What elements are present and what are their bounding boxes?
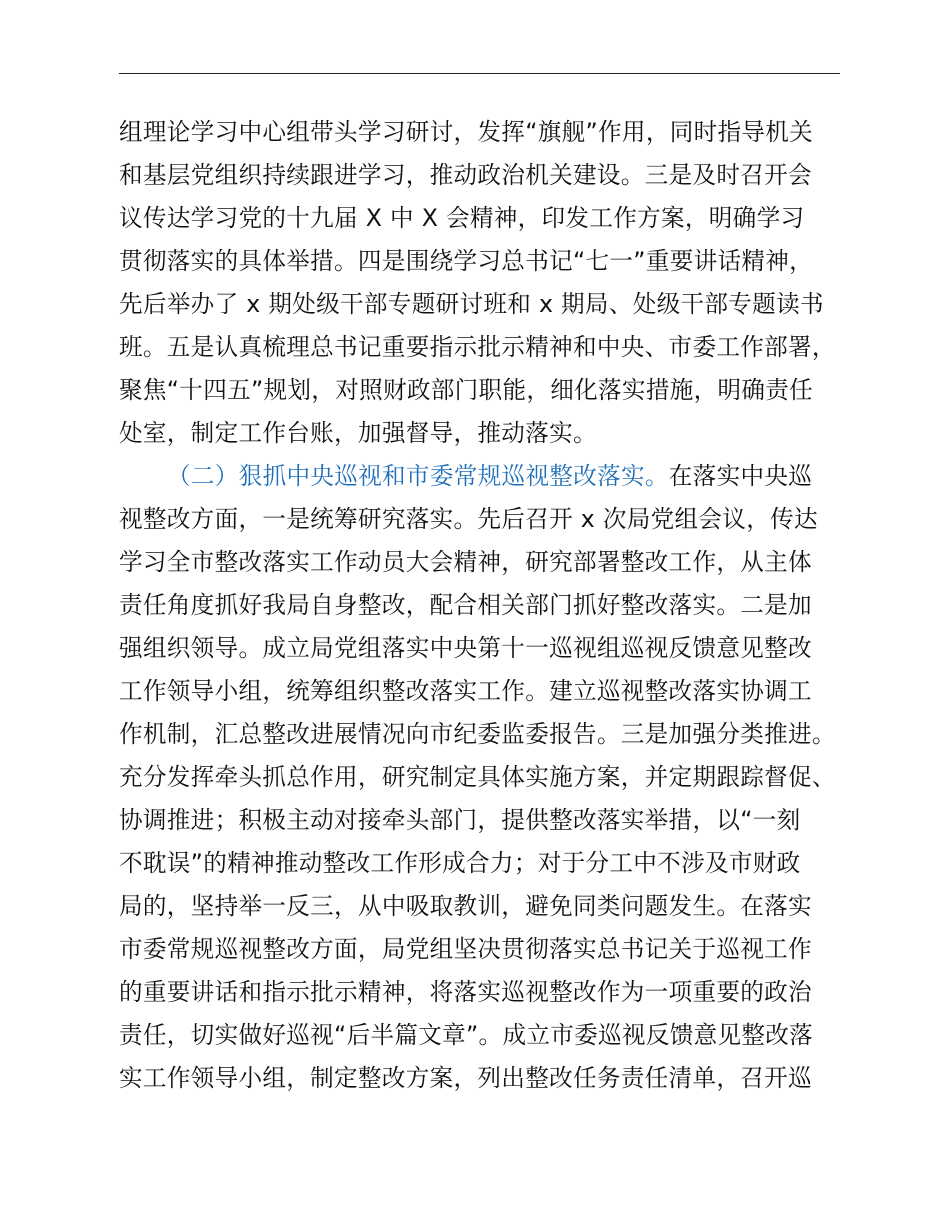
text-span: 在落实中央巡: [668, 462, 813, 490]
text-line: 不耽误”的精神推动整改工作形成合力；对于分工中不涉及市财政: [119, 849, 801, 877]
text-line: 责任，切实做好巡视“后半篇文章”。成立市委巡视反馈意见整改落: [119, 1021, 814, 1049]
text-line: 的重要讲话和指示批示精神，将落实巡视整改作为一项重要的政治: [119, 978, 812, 1006]
text-line: 市委常规巡视整改方面，局党组坚决贯彻落实总书记关于巡视工作: [119, 935, 812, 963]
text-line: 班。五是认真梳理总书记重要指示批示精神和中央、市委工作部署，: [119, 333, 836, 361]
header-rule: [119, 73, 840, 74]
text-line: 充分发挥牵头抓总作用，研究制定具体实施方案，并定期跟踪督促、: [119, 763, 836, 791]
text-line: 工作领导小组，统筹组织整改落实工作。建立巡视整改落实协调工: [119, 677, 812, 705]
text-line: 协调推进；积极主动对接牵头部门，提供整改落实举措，以“一刻: [119, 806, 801, 834]
section-heading: （二）狠抓中央巡视和市委常规巡视整改落实。: [167, 462, 669, 490]
section-heading-line: [167, 461, 812, 491]
text-line: 实工作领导小组，制定整改方案，列出整改任务责任清单，召开巡: [119, 1064, 812, 1092]
text-line: 学习全市整改落实工作动员大会精神，研究部署整改工作，从主体: [119, 548, 812, 576]
text-line: 局的，坚持举一反三，从中吸取教训，避免同类问题发生。在落实: [119, 892, 812, 920]
text-line: 聚焦“十四五”规划，对照财政部门职能，细化落实措施，明确责任: [119, 376, 814, 404]
text-line: 和基层党组织持续跟进学习，推动政治机关建设。三是及时召开会: [119, 161, 812, 189]
text-line: 组理论学习中心组带头学习研讨，发挥“旗舰”作用，同时指导机关: [119, 118, 814, 146]
text-line: 视整改方面，一是统筹研究落实。先后召开 x 次局党组会议，传达: [119, 505, 818, 533]
text-line: 责任角度抓好我局自身整改，配合相关部门抓好整改落实。二是加: [119, 591, 812, 619]
text-line: 强组织领导。成立局党组落实中央第十一巡视组巡视反馈意见整改: [119, 634, 812, 662]
text-line: 议传达学习党的十九届 X 中 X 会精神，印发工作方案，明确学习: [119, 204, 805, 232]
text-line: 先后举办了 x 期处级干部专题研讨班和 x 期局、处级干部专题读书: [119, 290, 824, 318]
text-line: 处室，制定工作台账，加强督导，推动落实。: [119, 419, 597, 447]
text-line: 贯彻落实的具体举措。四是围绕学习总书记“七一”重要讲话精神，: [119, 247, 814, 275]
text-line: 作机制，汇总整改进展情况向市纪委监委报告。三是加强分类推进。: [119, 720, 836, 748]
